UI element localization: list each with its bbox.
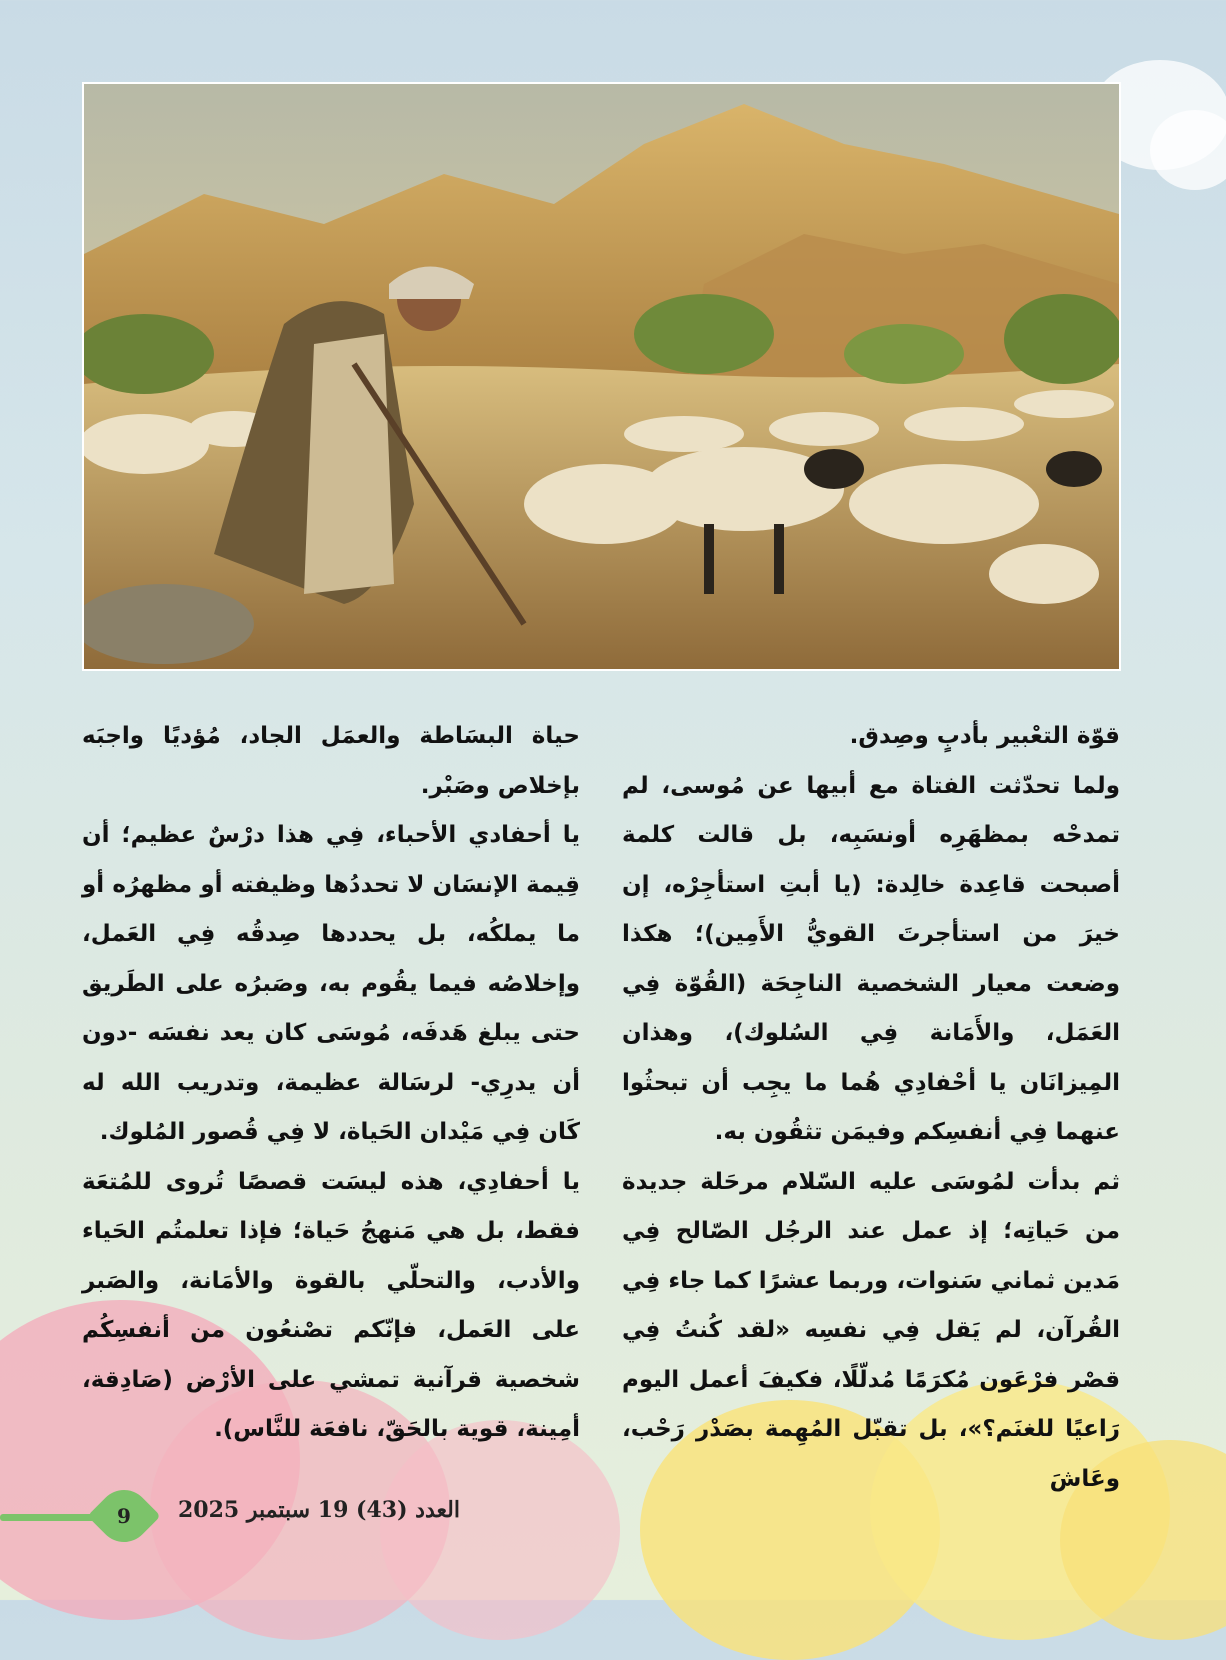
paragraph: ثم بدأت لمُوسَى عليه السّلام مرحَلة جديدة من حَياتِه؛ إذ عمل عند الرجُل الصّالح فِي مَدين ثماني سَنوات، وربما عشرًا كما جاء فِي القُرآن، لم يَقل فِي نفسِه «لقد كُنتُ فِي قصْر فرْعَون مُكرَمًا مُدلّلًا، فكيفَ أعمل اليوم رَاعيًا للغنَم؟»، بل تقبّل المُهِمة بصَدْر رَحْب، وعَاشَ — [622, 1168, 1120, 1492]
shepherd-illustration-svg — [84, 84, 1119, 669]
paragraph: حياة البسَاطة والعمَل الجاد، مُؤديًا واجبَه بإخلاص وصَبْر. — [82, 723, 580, 799]
background-cloud — [1150, 110, 1226, 190]
page-number: 9 — [117, 1504, 131, 1528]
shepherd-illustration — [82, 82, 1121, 671]
paragraph: يا أحفادي الأحباء، فِي هذا درْسٌ عظيم؛ أن قِيمة الإنسَان لا تحددُها وظيفته أو مظهرُه أو ما يملكُه، بل يحددها صِدقُه فِي العَمل، وإخلاصُه فيما يقُوم به، وصَبرُه على الطَريق حتى يبلغ هَدفَه، مُوسَى كان يعد نفسَه -دون أن يدرِي- لرسَالة عظيمة، وتدريب الله له كَان فِي مَيْدان الحَياة، لا فِي قُصور المُلوك. — [82, 822, 580, 1145]
paragraph: قوّة التعْبير بأدبٍ وصِدق. — [849, 723, 1120, 749]
paragraph: ولما تحدّثت الفتاة مع أبيها عن مُوسى، لم تمدحْه بمظهَرِه أونسَبِه، بل قالت كلمة أصبحت قاعِدة خالِدة: (يا أبتِ استأجِرْه، إن خيرَ من استأجرتَ القويُّ الأَمِين)؛ هكذا وضعت معيار الشخصية الناجِحَة (القُوّة فِي العَمَل، والأَمَانة فِي السُلوك)، وهذان المِيزانَان يا أحْفادِي هُما ما يجِب أن تبحثُوا عنهما فِي أنفسِكم وفيمَن تثقُون به. — [622, 772, 1120, 1145]
footer-accent-line — [0, 1514, 98, 1521]
issue-info: العدد (43) 19 سبتمبر 2025 — [178, 1497, 460, 1523]
article-column-left — [82, 712, 580, 1455]
paragraph: يا أحفادِي، هذه ليسَت قصصًا تُروى للمُتعَة فقط، بل هي مَنهجُ حَياة؛ فإذا تعلمتُم الحَياء والأدب، والتحلّي بالقوة والأمَانة، والصَبر على العَمل، فإنّكم تصْنعُون من أنفسِكُم شخصية قرآنية تمشي على الأرْض (صَادِقة، أمِينة، قوية بالحَقّ، نافعَة للنَّاس). — [82, 1168, 580, 1442]
article-column-right — [622, 712, 1120, 1504]
